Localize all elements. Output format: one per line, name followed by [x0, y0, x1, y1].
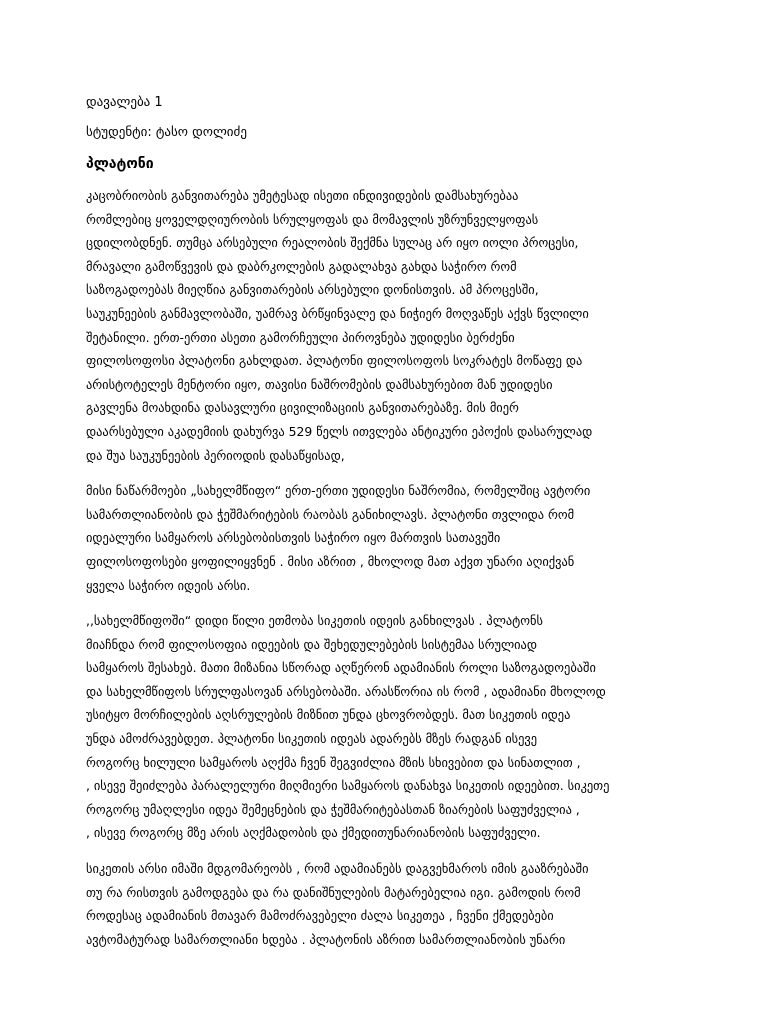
paragraph-line: სიკეთის არსი იმაში მდგომარეობს , რომ ადამიანებს დაგვეხმაროს იმის გააზრებაში	[86, 861, 589, 877]
paragraph-line: სამართლიანობის და ჭეშმარიტების რაობას განიხილავს. პლატონი თვლიდა რომ	[86, 506, 575, 522]
paragraph	[86, 184, 686, 467]
document-page	[86, 94, 686, 963]
paragraph-line: მიაჩნდა რომ ფილოსოფია იდეების და შეხედულებების სისტემაა სრულიად	[86, 636, 537, 652]
paragraph-line: ავტომატურად სამართლიანი ხდება . პლატონის აზრით სამართლიანობის უნარი	[86, 931, 566, 947]
paragraph-line: ,,სახელმწიფოში“ დიდი წილი ეთმობა სიკეთის იდეის განხილვას . პლატონს	[86, 613, 543, 629]
paragraph-line: ფილოსოფოსები ყოფილიყვნენ . მისი აზრით , მხოლოდ მათ აქვთ უნარი აღიქვან	[86, 553, 575, 569]
paragraph-line: თუ რა რისთვის გამოდგება და რა დანიშნულების მატარებელია იგი. გამოდის რომ	[86, 884, 581, 900]
paragraph	[86, 857, 686, 951]
paragraph-line: , ისევე როგორც მზე არის აღქმადობის და ქმედითუნარიანობის საფუძველი.	[86, 825, 541, 841]
document-title: პლატონი	[86, 156, 154, 172]
document-body	[86, 184, 686, 951]
paragraph-line: რომლებიც ყოველდღიურობის სრულყოფას და მომავლის უზრუნველყოფას	[86, 211, 539, 227]
paragraph-line: როგორც ხილული სამყაროს აღქმა ჩვენ შეგვიძლია მზის სხივებით და სინათლით ,	[86, 754, 581, 770]
paragraph-line: ყველა საჭირო იდეის არსი.	[86, 577, 251, 593]
paragraph-line: დაარსებული აკადემიის დახურვა 529 წელს ითვლება ანტიკური ეპოქის დასარულად	[86, 423, 593, 439]
paragraph-line: არისტოტელეს მენტორი იყო, თავისი ნაშრომების დამსახურებით მან უდიდესი	[86, 376, 553, 392]
paragraph-line: მრავალი გამოწვევის და დაბრკოლების გადალახვა გახდა საჭირო რომ	[86, 258, 517, 274]
assignment-heading: დავალება 1	[86, 95, 163, 110]
paragraph-line: , ისევე შეიძლება პარალელური მიღმიერი სამყაროს დანახვა სიკეთის იდეებით. სიკეთე	[86, 778, 610, 794]
paragraph-line: საუკუნეების განმავლობაში, უამრავ ბრწყინვალე და ნიჭიერ მოღვაწეს აქვს წვლილი	[86, 305, 589, 321]
paragraph	[86, 479, 686, 597]
paragraph-line: იდეალური სამყაროს არსებობისთვის საჭირო იყო მართვის სათავეში	[86, 530, 501, 546]
paragraph-line: გავლენა მოახდინა დასავლური ცივილიზაციის განვითარებაზე. მის მიერ	[86, 400, 519, 416]
paragraph-line: ცდილობდნენ. თუმცა არსებული რეალობის შექმნა სულაც არ იყო იოლი პროცესი,	[86, 235, 579, 251]
paragraph-line: სამყაროს შესახებ. მათი მიზანია სწორად აღწერონ ადამიანის როლი საზოგადოებაში	[86, 660, 596, 676]
paragraph-line: საზოგადოებას მიეღწია განვითარების არსებული დონისთვის. ამ პროცესში,	[86, 282, 539, 298]
student-name: სტუდენტი: ტასო დოლიძე	[86, 125, 247, 140]
paragraph-line: კაცობრიობის განვითარება უმეტესად ისეთი ინდივიდების დამსახურებაა	[86, 188, 519, 203]
paragraph-line: როგორც უმაღლესი იდეა შემეცნების და ჭეშმარიტებასთან ზიარების საფუძველია ,	[86, 801, 580, 817]
paragraph-line: უნდა ამოძრავებდეთ. პლატონი სიკეთის იდეას ადარებს მზეს რადგან ისევე	[86, 731, 538, 747]
paragraph-line: მისი ნაწარმოები „სახელმწიფო“ ერთ-ერთი უდიდესი ნაშრომია, რომელშიც ავტორი	[86, 483, 591, 499]
paragraph-line: როდესაც ადამიანის მთავარ მამოძრავებელი ძალა სიკეთეა , ჩვენი ქმედებები	[86, 908, 554, 924]
paragraph-line: ფილოსოფოსი პლატონი გახლდათ. პლატონი ფილოსოფოს სოკრატეს მოწაფე და	[86, 353, 583, 369]
paragraph-line: უსიტყო მორჩილების აღსრულების მიზნით უნდა ცხოვრობდეს. მათ სიკეთის იდეა	[86, 707, 571, 723]
paragraph-line: და შუა საუკუნეების პერიოდის დასაწყისად,	[86, 447, 345, 463]
paragraph-line: შეტანილი. ერთ-ერთი ასეთი გამორჩეული პიროვნება უდიდესი ბერძენი	[86, 329, 515, 345]
paragraph	[86, 609, 686, 845]
paragraph-line: და სახელმწიფოს სრულფასოვან არსებობაში. არასწორია ის რომ , ადამიანი მხოლოდ	[86, 683, 606, 699]
